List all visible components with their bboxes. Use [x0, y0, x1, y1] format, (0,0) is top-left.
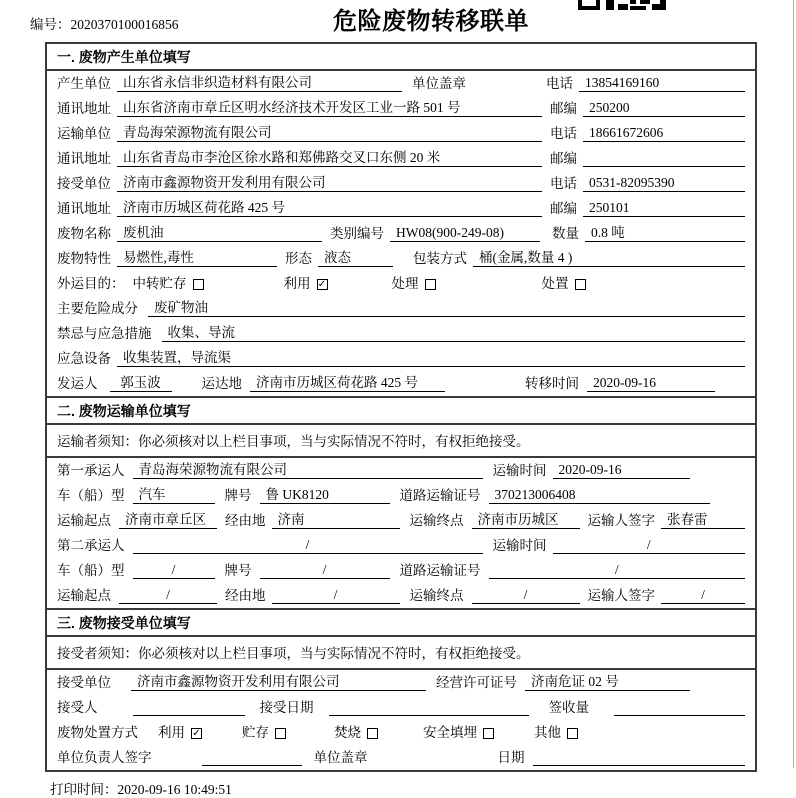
transfer-time-label: 转移时间	[525, 376, 579, 391]
producer-phone-value: 13854169160	[579, 75, 745, 92]
carrier-sign1-label: 运输人签字	[587, 513, 655, 528]
option-dispose-label: 处置	[541, 276, 569, 291]
route-via2-value: /	[272, 587, 400, 604]
option-dispose	[542, 272, 586, 292]
received-qty-value	[614, 701, 745, 716]
destination-label: 运达地	[201, 376, 242, 391]
route-end2-value: /	[472, 587, 580, 604]
section-producer-heading: 一. 废物产生单位填写	[47, 44, 755, 71]
option-utilize-label: 利用	[283, 276, 311, 291]
section-receiver	[47, 608, 755, 770]
serial-number-label: 编号：	[30, 17, 71, 32]
transfer-time-value: 2020-09-16	[587, 375, 715, 392]
receive-unit-label: 接受单位	[57, 176, 111, 191]
route-start1-label: 运输起点	[57, 513, 111, 528]
option-disposal-incinerate	[334, 721, 378, 741]
carrier-sign2-label: 运输人签字	[587, 588, 655, 603]
waste-code-label: 类别编号	[330, 226, 384, 241]
row-responsible-sign	[47, 745, 755, 770]
row-waste-traits	[47, 246, 755, 271]
row-producer-unit	[47, 71, 755, 96]
checkbox-utilize: ✓	[317, 278, 327, 290]
option-disposal-landfill-label: 安全填埋	[423, 725, 477, 740]
unit-seal3-label: 单位盖章	[313, 750, 368, 765]
page-title: 危险废物转移联单	[333, 8, 529, 35]
producer-unit-value: 山东省永信非织造材料有限公司	[117, 71, 402, 92]
print-time-value: 2020-09-16 10:49:51	[117, 782, 232, 797]
row-first-carrier	[47, 458, 755, 483]
print-time	[50, 778, 796, 798]
receiver-notice: 接受者须知：你必须核对以上栏目事项，当与实际情况不符时，有权拒绝接受。	[47, 637, 755, 670]
row-emergency-equipment	[47, 346, 755, 371]
waste-traits-label: 废物特性	[57, 251, 111, 266]
sign-date-value	[533, 751, 746, 766]
hazard-components-value: 废矿物油	[148, 296, 745, 317]
route-start2-label: 运输起点	[57, 588, 111, 603]
checkbox-disposal-store	[275, 728, 286, 739]
plate2-value: /	[260, 562, 390, 579]
checkbox-disposal-landfill	[483, 728, 494, 739]
route-start2-value: /	[119, 587, 217, 604]
receive-address-label: 通讯地址	[57, 201, 111, 216]
plate1-label: 牌号	[224, 488, 252, 503]
unit-seal-label: 单位盖章	[412, 76, 466, 91]
producer-zip-label: 邮编	[550, 101, 577, 116]
producer-zip-value: 250200	[583, 100, 745, 117]
checkbox-treat	[425, 279, 436, 290]
carrier-sign2-value: /	[661, 587, 745, 604]
accept-date-label: 接受日期	[259, 700, 314, 715]
row-receive-address	[47, 196, 755, 221]
route-end1-value: 济南市历城区	[472, 508, 580, 529]
option-transit-storage-label: 中转贮存	[132, 276, 187, 291]
disposal-method-label: 废物处置方式	[57, 725, 138, 740]
manifest-form	[45, 42, 757, 772]
transport-address-label: 通讯地址	[57, 151, 111, 166]
option-disposal-utilize-label: 利用	[158, 725, 185, 740]
route-via1-value: 济南	[272, 508, 400, 529]
option-disposal-other	[534, 721, 578, 741]
route-end2-label: 运输终点	[409, 588, 464, 603]
waste-form-value: 液态	[318, 246, 393, 267]
waste-name-value: 废机油	[117, 221, 322, 242]
acceptor-value	[133, 701, 245, 716]
option-utilize	[284, 272, 328, 292]
row-vehicle1	[47, 483, 755, 508]
road-permit1-value: 370213006408	[489, 487, 711, 504]
emergency-measures-value: 收集、导流	[162, 321, 746, 342]
row-transport-unit	[47, 121, 755, 146]
serial-number	[30, 13, 179, 33]
waste-form-label: 形态	[285, 251, 312, 266]
acceptor-label: 接受人	[57, 700, 98, 715]
accept-date-value	[329, 701, 529, 716]
vehicle-type1-value: 汽车	[133, 483, 215, 504]
transport-time2-label: 运输时间	[492, 538, 547, 553]
print-time-label: 打印时间：	[50, 782, 118, 797]
route-via1-label: 经由地	[225, 513, 266, 528]
plate1-value: 鲁 UK8120	[260, 483, 390, 504]
section-transport	[47, 396, 755, 608]
row-transport-address	[47, 146, 755, 171]
receive-phone-value: 0531-82095390	[583, 175, 745, 192]
waste-qty-label: 数量	[552, 226, 579, 241]
row-vehicle2	[47, 558, 755, 583]
road-permit2-value: /	[489, 562, 746, 579]
row-second-carrier	[47, 533, 755, 558]
checkbox-transit-storage	[193, 279, 204, 290]
first-carrier-value: 青岛海荣源物流有限公司	[133, 458, 483, 479]
transport-zip-label: 邮编	[550, 151, 577, 166]
road-permit2-label: 道路运输证号	[399, 563, 481, 578]
second-carrier-value: /	[133, 537, 483, 554]
accept-unit-label: 接受单位	[57, 675, 111, 690]
emergency-measures-label: 禁忌与应急措施	[57, 326, 152, 341]
checkbox-dispose	[575, 279, 586, 290]
transport-unit-value: 青岛海荣源物流有限公司	[117, 121, 542, 142]
transport-unit-label: 运输单位	[57, 126, 111, 141]
emergency-equipment-value: 收集装置，导流渠	[117, 346, 745, 367]
vehicle-type2-label: 车（船）型	[57, 563, 125, 578]
license-value: 济南危证 02 号	[525, 670, 690, 691]
receive-phone-label: 电话	[550, 176, 577, 191]
sign-date-label: 日期	[497, 750, 525, 765]
qr-code-fragment-icon	[578, 0, 666, 10]
transport-phone-value: 18661672606	[583, 125, 745, 142]
second-carrier-label: 第二承运人	[57, 538, 125, 553]
producer-address-value: 山东省济南市章丘区明水经济技术开发区工业一路 501 号	[117, 96, 542, 117]
destination-value: 济南市历城区荷花路 425 号	[250, 371, 445, 392]
accept-unit-value: 济南市鑫源物资开发利用有限公司	[131, 670, 426, 691]
route-via2-label: 经由地	[225, 588, 266, 603]
row-transfer-purpose	[47, 271, 755, 296]
row-route2	[47, 583, 755, 608]
waste-qty-value: 0.8 吨	[585, 221, 745, 242]
row-accept-unit	[47, 670, 755, 695]
document-header	[0, 0, 796, 42]
receive-zip-value: 250101	[583, 200, 745, 217]
checkbox-disposal-utilize: ✓	[192, 727, 201, 739]
dispatcher-label: 发运人	[57, 376, 98, 391]
window-right-edge	[793, 0, 794, 768]
waste-name-label: 废物名称	[57, 226, 111, 241]
row-waste-name	[47, 221, 755, 246]
emergency-equipment-label: 应急设备	[57, 351, 111, 366]
packaging-label: 包装方式	[413, 251, 467, 266]
route-start1-value: 济南市章丘区	[119, 508, 217, 529]
option-disposal-store	[242, 721, 286, 741]
responsible-sign-value	[202, 751, 302, 766]
checkbox-disposal-other	[567, 728, 578, 739]
receive-zip-label: 邮编	[550, 201, 577, 216]
transport-phone-label: 电话	[550, 126, 577, 141]
row-emergency-measures	[47, 321, 755, 346]
producer-unit-label: 产生单位	[57, 76, 111, 91]
transport-zip-value	[583, 152, 745, 167]
route-end1-label: 运输终点	[409, 513, 464, 528]
road-permit1-label: 道路运输证号	[399, 488, 481, 503]
dispatcher-value: 郭玉波	[110, 371, 172, 392]
option-disposal-landfill	[423, 721, 494, 741]
option-disposal-incinerate-label: 焚烧	[334, 725, 361, 740]
section-producer	[47, 44, 755, 396]
row-receive-unit	[47, 171, 755, 196]
waste-code-value: HW08(900-249-08)	[390, 225, 540, 242]
transfer-purpose-label: 外运目的：	[57, 276, 125, 291]
hazard-components-label: 主要危险成分	[57, 301, 138, 316]
license-label: 经营许可证号	[436, 675, 517, 690]
row-producer-address	[47, 96, 755, 121]
first-carrier-label: 第一承运人	[57, 463, 125, 478]
transport-time1-label: 运输时间	[492, 463, 547, 478]
carrier-sign1-value: 张春雷	[661, 508, 745, 529]
row-dispatch	[47, 371, 755, 396]
receive-unit-value: 济南市鑫源物资开发利用有限公司	[117, 171, 542, 192]
option-disposal-store-label: 贮存	[242, 725, 269, 740]
transport-time1-value: 2020-09-16	[553, 462, 691, 479]
transport-address-value: 山东省青岛市李沧区徐水路和郑佛路交叉口东侧 20 米	[117, 146, 542, 167]
checkbox-disposal-incinerate	[367, 728, 378, 739]
option-treat	[392, 272, 436, 292]
transporter-notice: 运输者须知：你必须核对以上栏目事项，当与实际情况不符时，有权拒绝接受。	[47, 425, 755, 458]
producer-phone-label: 电话	[546, 76, 573, 91]
packaging-value: 桶(金属,数量 4 )	[473, 246, 745, 267]
row-disposal-method	[47, 720, 755, 745]
option-disposal-utilize	[158, 721, 202, 741]
section-transport-heading: 二. 废物运输单位填写	[47, 398, 755, 425]
section-receiver-heading: 三. 废物接受单位填写	[47, 610, 755, 637]
option-disposal-other-label: 其他	[534, 725, 561, 740]
vehicle-type1-label: 车（船）型	[57, 488, 125, 503]
vehicle-type2-value: /	[133, 562, 215, 579]
responsible-sign-label: 单位负责人签字	[57, 750, 152, 765]
row-hazard-components	[47, 296, 755, 321]
transport-time2-value: /	[553, 537, 746, 554]
serial-number-value: 2020370100016856	[70, 17, 179, 32]
option-treat-label: 处理	[391, 276, 419, 291]
plate2-label: 牌号	[224, 563, 252, 578]
row-acceptor	[47, 695, 755, 720]
waste-traits-value: 易燃性,毒性	[117, 246, 277, 267]
option-transit-storage	[133, 272, 204, 292]
received-qty-label: 签收量	[548, 700, 589, 715]
producer-address-label: 通讯地址	[57, 101, 111, 116]
receive-address-value: 济南市历城区荷花路 425 号	[117, 196, 542, 217]
row-route1	[47, 508, 755, 533]
